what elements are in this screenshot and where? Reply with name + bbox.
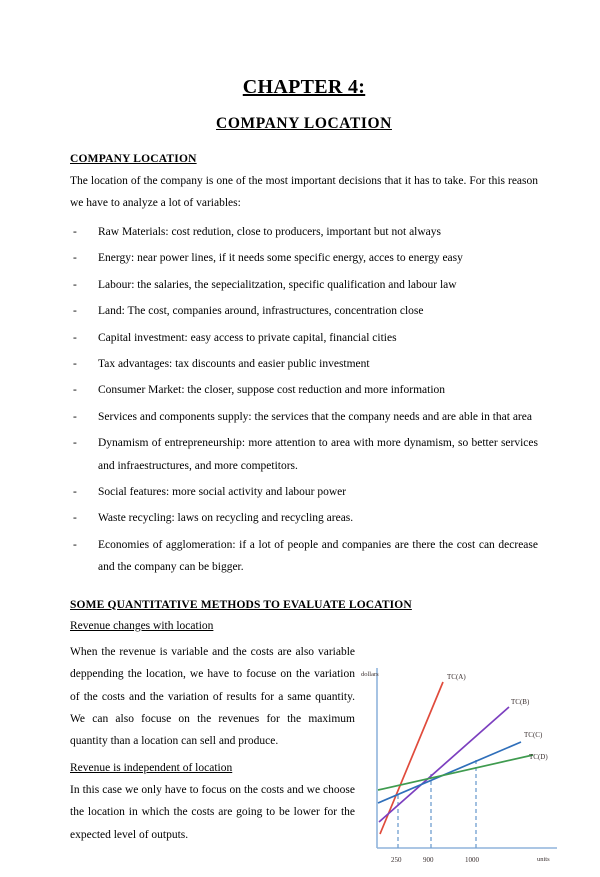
list-item [70, 274, 538, 296]
list-item [70, 432, 538, 477]
series-line-tc-a [380, 682, 443, 834]
dash-bullet: - [73, 437, 77, 450]
dash-bullet: - [73, 331, 77, 344]
xtick-label-250: 250 [391, 855, 402, 864]
dash-bullet: - [73, 357, 77, 370]
series-line-tc-c [378, 742, 521, 803]
total-cost-chart [361, 662, 566, 877]
chart-svg [361, 662, 566, 874]
list-item-label: Economies of agglomeration: if a lot of people and companies are there the cost can decrease and the company can be bigger. [98, 538, 538, 574]
list-item [70, 406, 538, 428]
xtick-label-1000: 1000 [465, 855, 479, 864]
list-item [70, 327, 538, 349]
text-chart-split [70, 636, 550, 877]
list-item [70, 300, 538, 322]
list-item-label: Social features: more social activity and labour power [98, 486, 347, 499]
revenue-changes-paragraph: When the revenue is variable and the costs are also variable deppending the location, we have to focuse on the variation of the costs and the variation of results for a same quantity. We can also focuse on the revenues for the maximum quantity than a location can sell and produce. [70, 645, 355, 748]
list-item-label: Capital investment: easy access to private capital, financial cities [98, 331, 397, 344]
list-item [70, 247, 538, 269]
section-heading-company-location: COMPANY LOCATION [70, 153, 197, 165]
list-item-label: Consumer Market: the closer, suppose cost reduction and more information [98, 384, 446, 397]
dash-bullet: - [73, 278, 77, 291]
xtick-label-900: 900 [423, 855, 434, 864]
dash-bullet: - [73, 512, 77, 525]
left-text-column [70, 636, 355, 877]
list-item [70, 481, 538, 503]
series-label-tc-a: TC(A) [447, 672, 466, 681]
list-item-label: Labour: the salaries, the sepecialitzation, specific qualification and labour law [98, 278, 457, 291]
series-line-tc-d [378, 755, 533, 790]
list-item-label: Energy: near power lines, if it needs some specific energy, acces to energy easy [98, 252, 463, 265]
list-item [70, 221, 538, 243]
dash-bullet: - [73, 305, 77, 318]
list-item [70, 379, 538, 401]
x-axis-label: units [537, 855, 550, 863]
dash-bullet: - [73, 384, 77, 397]
series-label-tc-c: TC(C) [524, 730, 543, 739]
list-item-label: Services and components supply: the services that the company needs and are able in that area [98, 410, 532, 423]
series-label-tc-b: TC(B) [511, 697, 530, 706]
list-item [70, 534, 538, 579]
list-item [70, 353, 538, 375]
dash-bullet: - [73, 486, 77, 499]
series-label-tc-d: TC(D) [529, 752, 548, 761]
subheading-revenue-changes: Revenue changes with location [70, 619, 214, 632]
list-item-label: Waste recycling: laws on recycling and recycling areas. [98, 512, 354, 525]
revenue-independent-paragraph: In this case we only have to focus on the costs and we choose the location in which the costs are going to be lower for the expected level of outputs. [70, 783, 355, 841]
list-item-label: Raw Materials: cost redution, close to producers, important but not always [98, 225, 442, 238]
list-item-label: Dynamism of entrepreneurship: more attention to area with more dynamism, so better services and infraestructures, and more competitors. [98, 437, 538, 472]
list-item-label: Tax advantages: tax discounts and easier public investment [98, 357, 370, 370]
dash-bullet: - [73, 538, 77, 551]
document-subtitle: COMPANY LOCATION [216, 115, 392, 132]
list-item-label: Land: The cost, companies around, infrastructures, concentration close [98, 305, 424, 318]
dash-bullet: - [73, 225, 77, 238]
dash-bullet: - [73, 410, 77, 423]
dash-bullet: - [73, 252, 77, 265]
intro-paragraph: The location of the company is one of the most important decisions that it has to take. For this reason we have to analyze a lot of variables: [70, 175, 538, 210]
section-heading-quantitative-methods: SOME QUANTITATIVE METHODS TO EVALUATE LOCATION [70, 598, 412, 611]
subheading-revenue-independent: Revenue is independent of location [70, 761, 233, 774]
chapter-title: CHAPTER 4: [242, 76, 366, 98]
y-axis-label: dollars [361, 670, 379, 678]
list-item [70, 507, 538, 529]
variables-list [70, 221, 538, 579]
